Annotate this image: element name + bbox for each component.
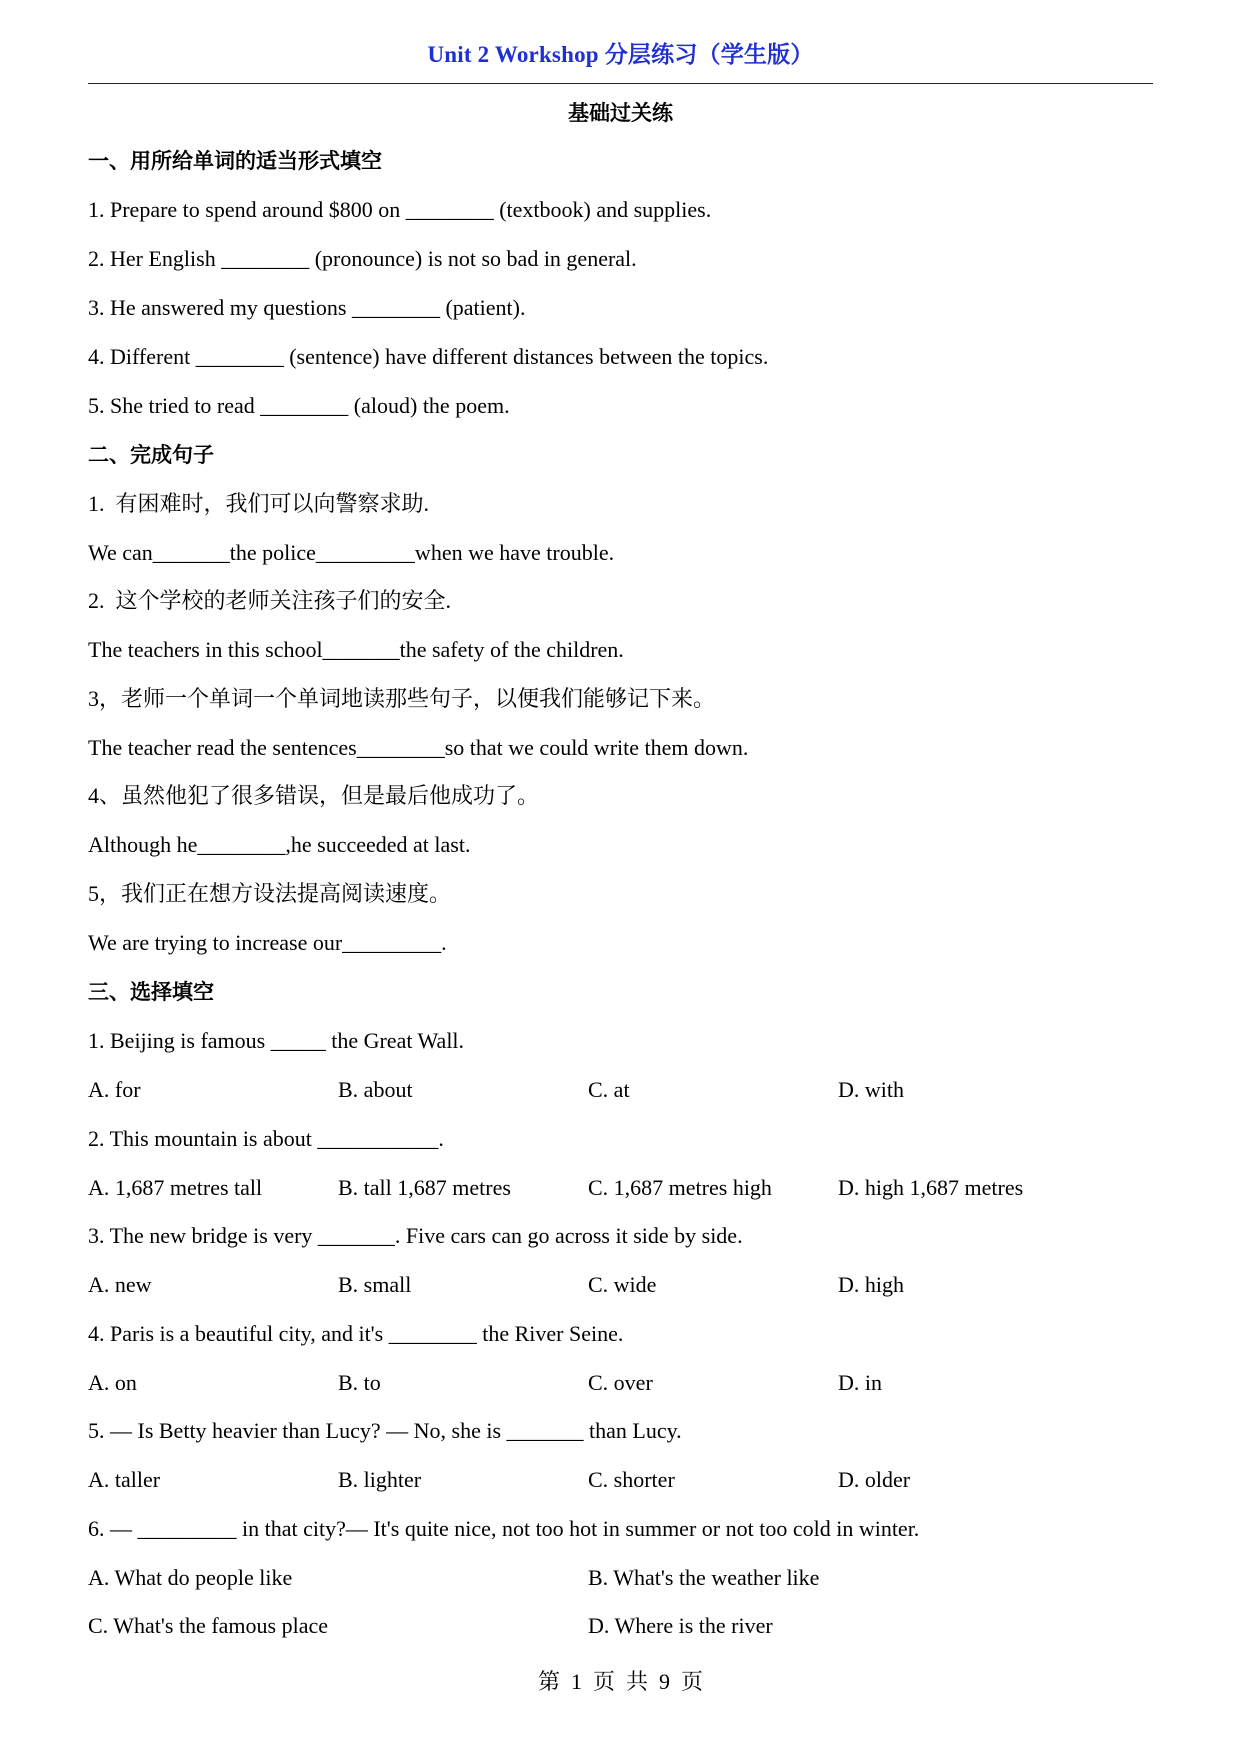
option-a: A. 1,687 metres tall: [88, 1175, 263, 1200]
option-c: C. 1,687 metres high: [588, 1175, 772, 1200]
option-c: C. at: [588, 1077, 630, 1102]
section2-heading: 二、完成句子: [88, 443, 214, 467]
option-a: A. for: [88, 1077, 141, 1102]
section1-item: 3. He answered my questions ________ (patient).: [88, 295, 526, 320]
section2-english: Although he________,he succeeded at last.: [88, 832, 471, 857]
section2-english: The teachers in this school_______the safety of the children.: [88, 637, 624, 662]
option-b: B. to: [338, 1370, 381, 1395]
question: 5. — Is Betty heavier than Lucy? — No, she is _______ than Lucy.: [88, 1418, 682, 1443]
question: 4. Paris is a beautiful city, and it's ________ the River Seine.: [88, 1321, 624, 1346]
section2-chinese: 3，老师一个单词一个单词地读那些句子，以便我们能够记下来。: [88, 686, 716, 711]
section2-chinese: 1. 有困难时，我们可以向警察求助.: [88, 491, 430, 516]
question: 2. This mountain is about ___________.: [88, 1126, 444, 1151]
section2-english: The teacher read the sentences________so that we could write them down.: [88, 735, 749, 760]
section1-item: 2. Her English ________ (pronounce) is not so bad in general.: [88, 246, 637, 271]
header-divider: [88, 83, 1153, 84]
option-b: B. tall 1,687 metres: [338, 1175, 511, 1200]
option-d: D. Where is the river: [588, 1613, 773, 1638]
option-c: C. wide: [588, 1272, 657, 1297]
option-d: D. in: [838, 1370, 882, 1395]
section2-chinese: 5，我们正在想方设法提高阅读速度。: [88, 881, 452, 906]
option-a: A. What do people like: [88, 1565, 293, 1590]
option-b: B. about: [338, 1077, 413, 1102]
section1-heading: 一、用所给单词的适当形式填空: [88, 149, 382, 173]
option-c: C. over: [588, 1370, 653, 1395]
question: 1. Beijing is famous _____ the Great Wall.: [88, 1028, 465, 1053]
option-c: C. shorter: [588, 1467, 675, 1492]
section3-heading: 三、选择填空: [88, 980, 214, 1004]
section1-item: 4. Different ________ (sentence) have different distances between the topics.: [88, 344, 769, 369]
option-b: B. small: [338, 1272, 412, 1297]
option-d: D. older: [838, 1467, 911, 1492]
section1-item: 5. She tried to read ________ (aloud) the poem.: [88, 393, 510, 418]
option-d: D. with: [838, 1077, 904, 1102]
option-a: A. new: [88, 1272, 152, 1297]
section2-english: We are trying to increase our_________.: [88, 930, 447, 955]
option-d: D. high: [838, 1272, 904, 1297]
option-a: A. on: [88, 1370, 137, 1395]
question: 6. — _________ in that city?— It's quite nice, not too hot in summer or not too cold in winter.: [88, 1516, 920, 1541]
section1-item: 1. Prepare to spend around $800 on ________ (textbook) and supplies.: [88, 197, 712, 222]
option-b: B. What's the weather like: [588, 1565, 820, 1590]
subtitle: 基础过关练: [568, 101, 673, 125]
section2-chinese: 4、虽然他犯了很多错误，但是最后他成功了。: [88, 783, 540, 808]
option-d: D. high 1,687 metres: [838, 1175, 1024, 1200]
section2-chinese: 2. 这个学校的老师关注孩子们的安全.: [88, 588, 452, 613]
page-footer: 第 1 页 共 9 页: [537, 1669, 703, 1694]
option-b: B. lighter: [338, 1467, 422, 1492]
option-a: A. taller: [88, 1467, 161, 1492]
question: 3. The new bridge is very _______. Five cars can go across it side by side.: [88, 1223, 743, 1248]
page-header-title: Unit 2 Workshop 分层练习（学生版）: [427, 42, 814, 67]
section2-english: We can_______the police_________when we have trouble.: [88, 540, 615, 565]
option-c: C. What's the famous place: [88, 1613, 328, 1638]
